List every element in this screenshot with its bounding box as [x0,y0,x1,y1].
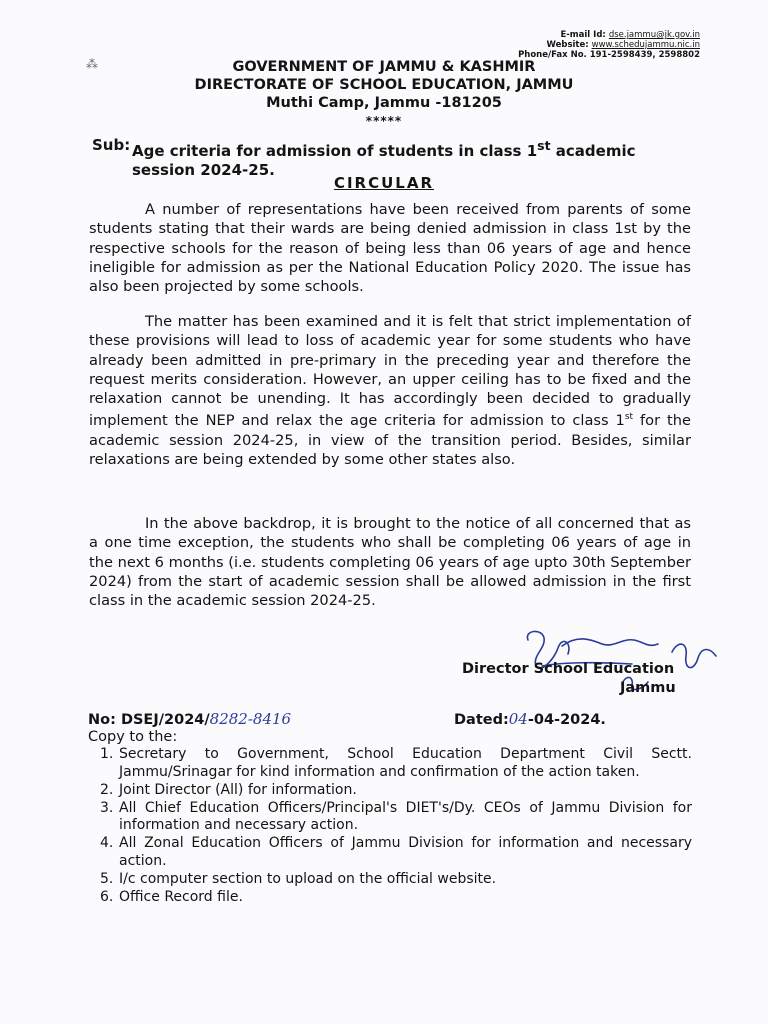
subject-lead: Sub: [92,136,131,154]
signatory-place: Jammu [620,680,676,696]
contact-phone: Phone/Fax No. 191-2598439, 2598802 [518,50,700,60]
email-link[interactable]: dse.jammu@jk.gov.in [608,30,700,40]
paragraph-2: The matter has been examined and it is felt that strict implementation of these provisions will lead to loss of academic year for some students who have already been admitted in pre-primary in the preceding year and therefore the request merits consideration. However, an upper ceiling has to be fixed and the relaxation cannot be unending. It has accordingly been decided to gradually implement the NEP and relax the age criteria for admission to class 1st for the academic session 2024-25, in view of the transition period. Besides, similar relaxations are being extended by some other states also. [89,313,691,468]
signatory-title: Director School Education [462,661,675,677]
contact-website-line [518,40,700,50]
header-address: Muthi Camp, Jammu -181205 [266,95,502,111]
header-stars: ***** [365,114,403,128]
paragraph-1: A number of representations have been received from parents of some students stating that their wards are being denied admission in class 1st by the respective schools for the reason of being less than 06 years of age and hence ineligible for admission as per the National Education Policy 2020. The issue has also been projected by some schools. [89,201,691,296]
header-directorate: DIRECTORATE OF SCHOOL EDUCATION, JAMMU [194,77,574,93]
contact-block [518,30,700,60]
reference-number: No: DSEJ/2024/8282-8416 [88,710,292,728]
letterhead [0,58,768,130]
header-government: GOVERNMENT OF JAMMU & KASHMIR [232,59,536,75]
email-label: E-mail Id: [560,30,606,40]
handwritten-date: 04 [508,710,528,728]
paragraph-3: In the above backdrop, it is brought to the notice of all concerned that as a one time exception, the students who shall be completing 06 years of age in the next 6 months (i.e. students completing 06 years of age upto 30th September 2024) from the start of academic session shall be allowed admission in the first class in the academic session 2024-25. [89,515,691,610]
circular-title: CIRCULAR [333,174,435,192]
list-item: 5. I/c computer section to upload on the official website. [100,871,497,888]
website-label: Website: [546,40,589,50]
list-item: 3. All Chief Education Officers/Principal's DIET's/Dy. CEOs of Jammu Division for information and necessary action. [100,799,692,834]
contact-email-line [518,30,700,40]
scan-mark-icon: ⁂ [86,57,98,71]
reference-date: Dated:04-04-2024. [454,710,606,728]
website-link[interactable]: www.schedujammu.nic.in [591,40,700,50]
handwritten-number: 8282-8416 [209,710,292,728]
signatory-block [462,660,676,698]
copy-to-label: Copy to the: [88,729,178,745]
list-item: 2. Joint Director (All) for information. [100,781,357,798]
subject-text: Age criteria for admission of students in class 1st academic session 2024-25. [132,138,636,179]
list-item: 4. All Zonal Education Officers of Jammu Division for information and necessary action. [100,835,692,870]
copy-to-list [100,746,692,907]
list-item: 6. Office Record file. [100,889,243,906]
list-item: 1. Secretary to Government, School Education Department Civil Sectt. Jammu/Srinagar for kind information and confirmation of the action taken. [100,746,692,780]
